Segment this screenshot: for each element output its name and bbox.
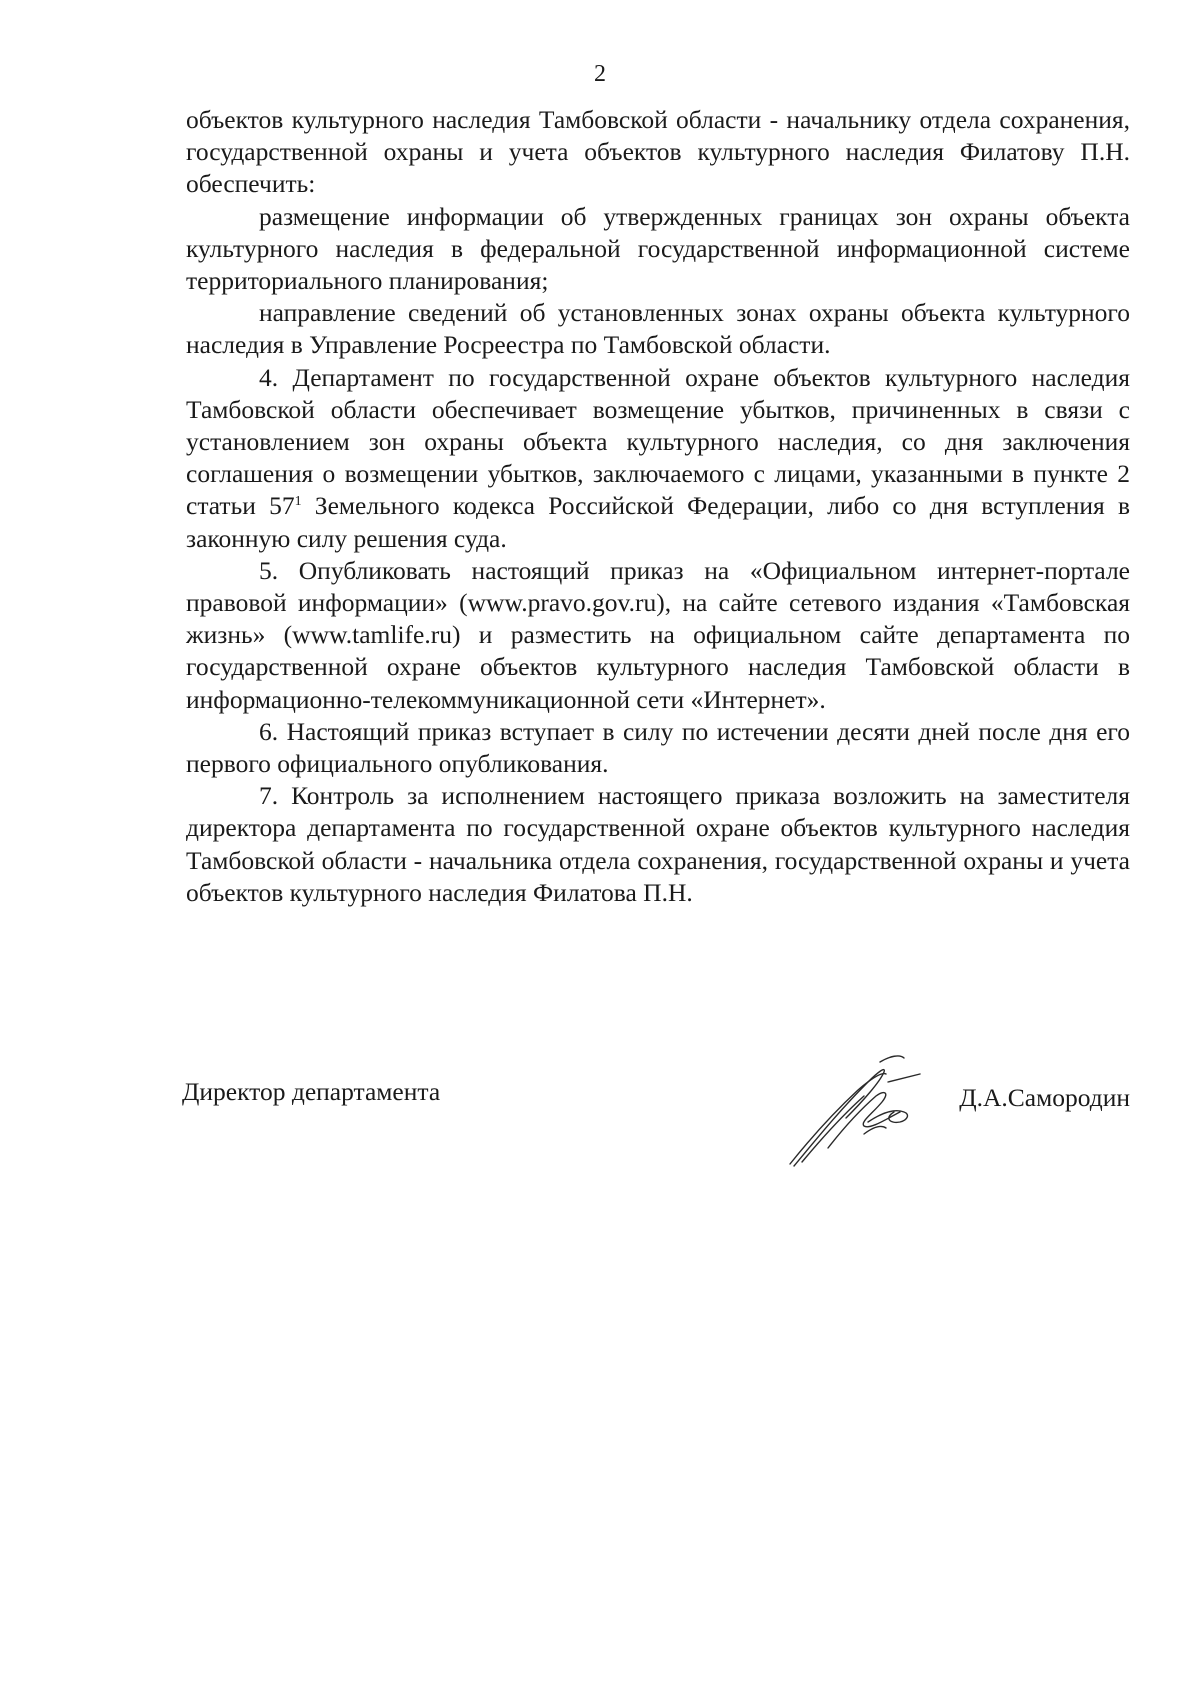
paragraph-continuation: объектов культурного наследия Тамбовской области - начальнику отдела сохранения, государственной охраны и учета объектов культурного наследия Филатову П.Н. обеспечить: <box>186 105 1130 199</box>
paragraph-rosreestr-notice: направление сведений об установленных зонах охраны объекта культурного наследия в Управление Росреестра по Тамбовской области. <box>186 298 1130 360</box>
document-body <box>186 104 1130 909</box>
paragraph-item-7: 7. Контроль за исполнением настоящего приказа возложить на заместителя директора департамента по государственной охране объектов культурного наследия Тамбовской области - начальника отдела сохранения, государственной охраны и учета объектов культурного наследия Филатова П.Н. <box>186 781 1130 907</box>
paragraph-item-4 <box>186 362 1130 555</box>
paragraph-item-6: 6. Настоящий приказ вступает в силу по истечении десяти дней после дня его первого официального опубликования. <box>186 716 1130 779</box>
item-4-text-after: Земельного кодекса Российской Федерации, либо со дня вступления в законную силу решения суда. <box>186 491 1130 553</box>
item-4-superscript: 1 <box>294 494 302 510</box>
paragraph-item-5: 5. Опубликовать настоящий приказ на «Официальном интернет-портале правовой информации» (www.pravo.gov.ru), на сайте сетевого издания «Тамбовская жизнь» (www.tamlife.ru) и разместить на официальном сайте департамента по государственной охране объектов культурного наследия Тамбовской области в информационно-телекоммуникационной сети «Интернет». <box>186 555 1130 714</box>
signature-icon <box>768 1052 938 1172</box>
signer-name: Д.А.Самородин <box>959 1083 1130 1112</box>
paragraph-placement-info: размещение информации об утвержденных границах зон охраны объекта культурного наследия в федеральной государственной информационной системе территориального планирования; <box>186 201 1130 296</box>
item-4-text-before: 4. Департамент по государственной охране объектов культурного наследия Тамбовской области обеспечивает возмещение убытков, причиненных в связи с установлением зон охраны объекта культурного наследия, со дня заключения соглашения о возмещении убытков, заключаемого с лицами, указанными в пункте 2 статьи 57 <box>186 362 1130 521</box>
signature-block <box>182 1052 1130 1172</box>
signer-title: Директор департамента <box>182 1077 441 1106</box>
page-number: 2 <box>594 61 606 87</box>
